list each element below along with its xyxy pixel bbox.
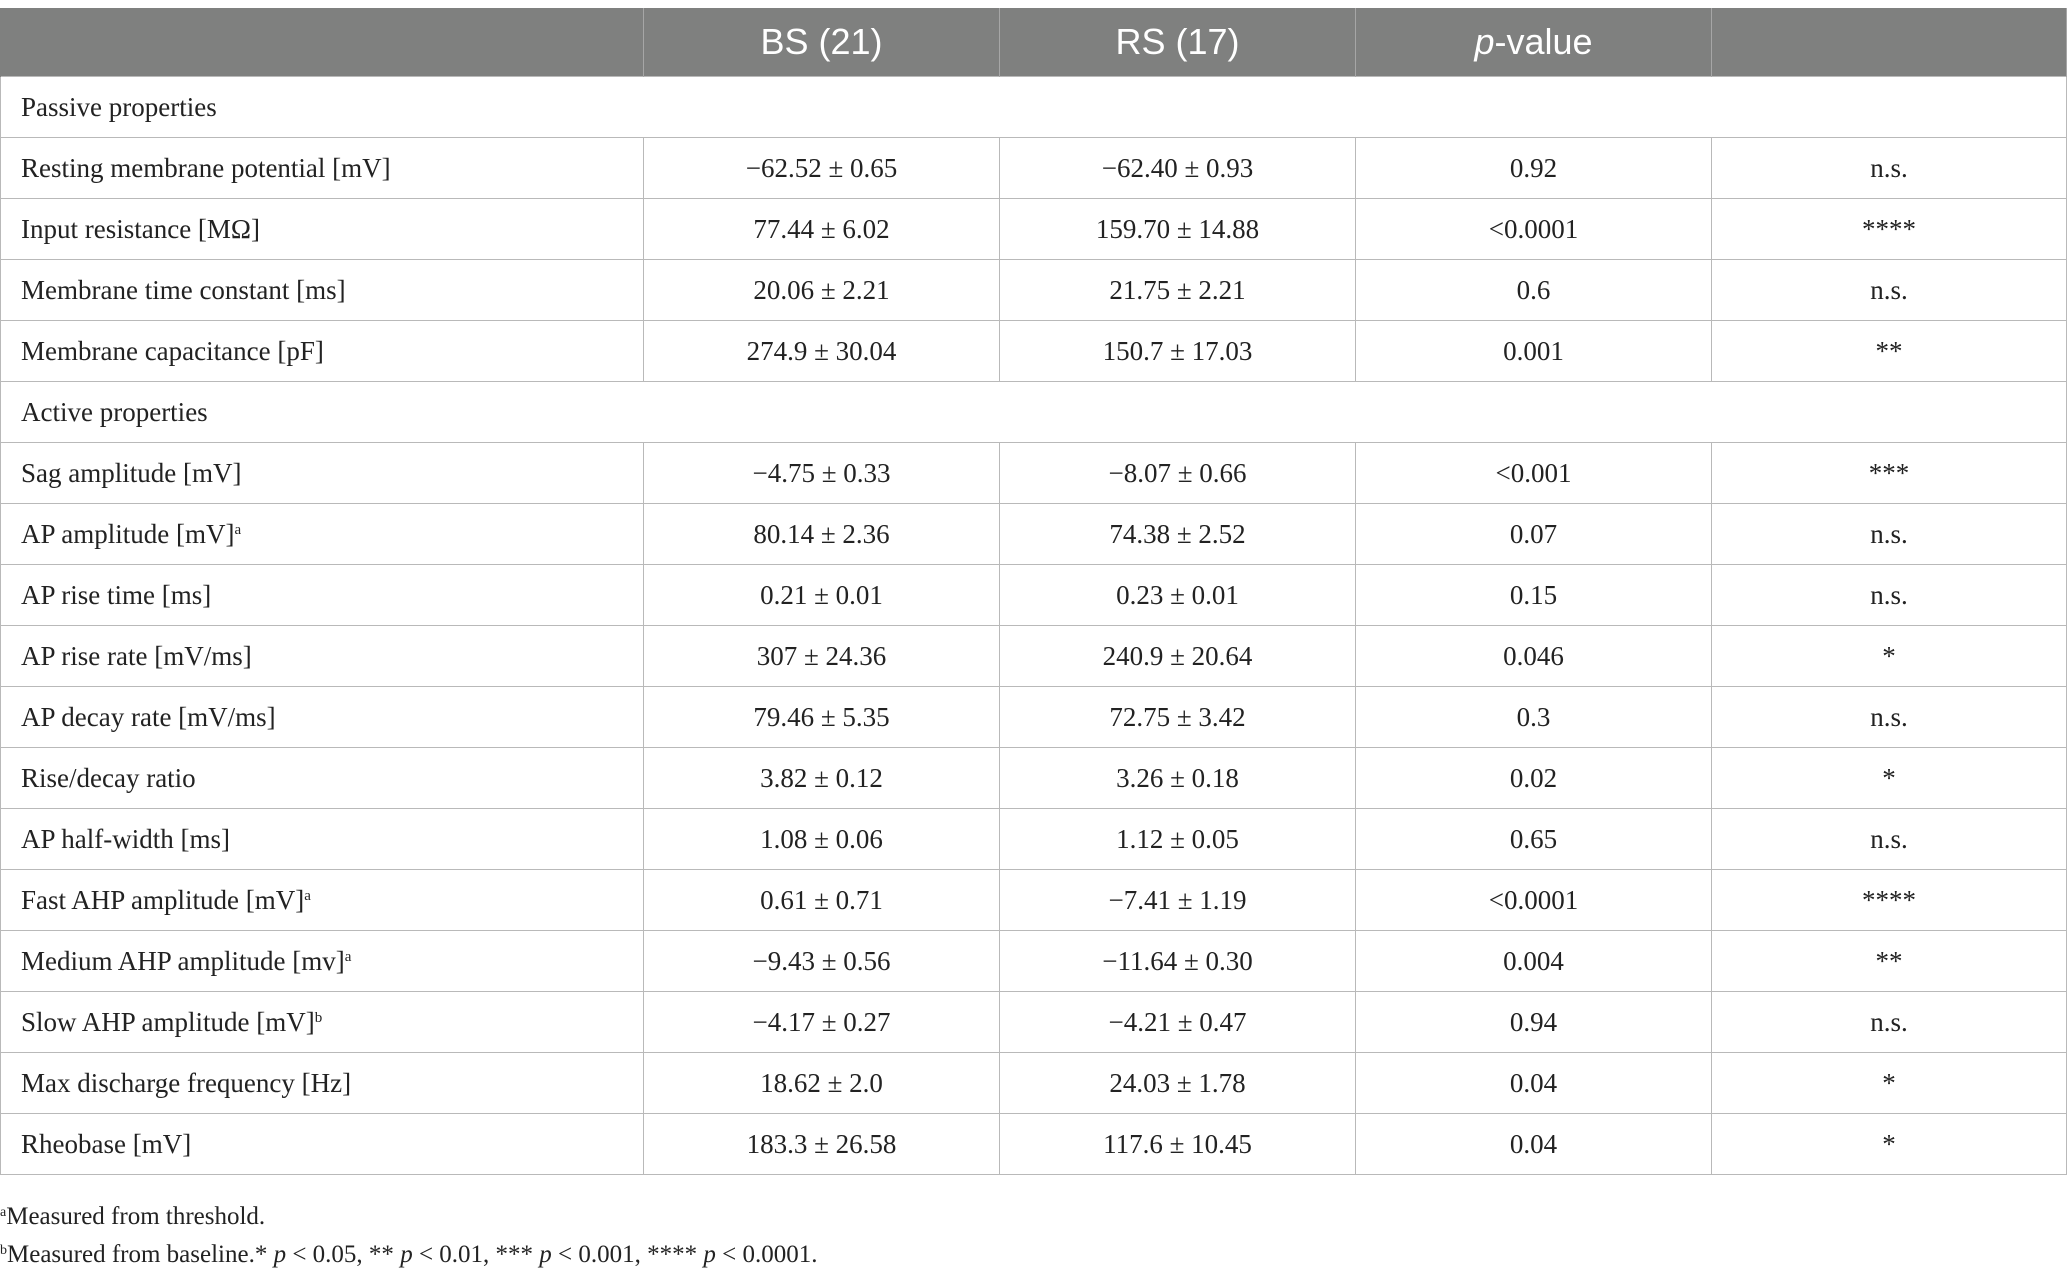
table-container [0, 8, 2067, 1175]
header-significance [1712, 8, 2067, 77]
bs-value: −9.43 ± 0.56 [644, 931, 1000, 992]
row-label-cell [1, 199, 644, 260]
footnote-b [0, 1236, 818, 1274]
bs-value: 0.21 ± 0.01 [644, 565, 1000, 626]
table-row [1, 687, 2067, 748]
footnote-p-italic: p [400, 1241, 413, 1268]
table-row [1, 321, 2067, 382]
footnote-b-text: Measured from baseline.* [7, 1241, 274, 1268]
row-label: Rise/decay ratio [21, 762, 196, 793]
header-bs: BS (21) [644, 8, 1000, 77]
row-label-cell [1, 504, 644, 565]
table-row [1, 748, 2067, 809]
row-label-cell [1, 138, 644, 199]
p-value: 0.046 [1356, 626, 1712, 687]
rs-value: 240.9 ± 20.64 [1000, 626, 1356, 687]
p-value: 0.001 [1356, 321, 1712, 382]
header-p-value [1356, 8, 1712, 77]
rs-value: −11.64 ± 0.30 [1000, 931, 1356, 992]
footnote-b-text: < 0.01, *** [412, 1241, 540, 1268]
row-label-cell [1, 931, 644, 992]
significance: * [1712, 1053, 2067, 1114]
table-row [1, 504, 2067, 565]
row-footnote-mark: a [304, 887, 311, 904]
row-label-cell [1, 260, 644, 321]
bs-value: 274.9 ± 30.04 [644, 321, 1000, 382]
significance: n.s. [1712, 992, 2067, 1053]
row-label-cell [1, 626, 644, 687]
table-row [1, 443, 2067, 504]
p-value: <0.0001 [1356, 870, 1712, 931]
significance: n.s. [1712, 504, 2067, 565]
section-title: Active properties [1, 382, 2067, 443]
bs-value: 183.3 ± 26.58 [644, 1114, 1000, 1175]
section-row [1, 77, 2067, 138]
p-value: 0.65 [1356, 809, 1712, 870]
table-row [1, 138, 2067, 199]
row-label: Max discharge frequency [Hz] [21, 1067, 352, 1098]
electrophysiology-table [0, 8, 2067, 1175]
p-value: 0.04 [1356, 1053, 1712, 1114]
bs-value: 0.61 ± 0.71 [644, 870, 1000, 931]
row-label: AP decay rate [mV/ms] [21, 701, 276, 732]
header-label-column [1, 8, 644, 77]
bs-value: 307 ± 24.36 [644, 626, 1000, 687]
footnote-b-text: < 0.05, ** [286, 1241, 401, 1268]
row-label-cell [1, 1053, 644, 1114]
bs-value: 3.82 ± 0.12 [644, 748, 1000, 809]
rs-value: 21.75 ± 2.21 [1000, 260, 1356, 321]
significance: **** [1712, 199, 2067, 260]
bs-value: 79.46 ± 5.35 [644, 687, 1000, 748]
bs-value: 80.14 ± 2.36 [644, 504, 1000, 565]
significance: * [1712, 1114, 2067, 1175]
bs-value: 20.06 ± 2.21 [644, 260, 1000, 321]
significance: n.s. [1712, 260, 2067, 321]
footnote-p-italic: p [703, 1241, 716, 1268]
row-label: Membrane time constant [ms] [21, 274, 346, 305]
table-body [1, 77, 2067, 1175]
row-label: AP half-width [ms] [21, 823, 230, 854]
p-value: 0.004 [1356, 931, 1712, 992]
p-value: 0.07 [1356, 504, 1712, 565]
significance: n.s. [1712, 687, 2067, 748]
table-row [1, 870, 2067, 931]
p-value: 0.94 [1356, 992, 1712, 1053]
row-label: Fast AHP amplitude [mV] [21, 884, 305, 915]
significance: ** [1712, 321, 2067, 382]
row-footnote-mark: a [344, 948, 352, 965]
significance: **** [1712, 870, 2067, 931]
rs-value: 117.6 ± 10.45 [1000, 1114, 1356, 1175]
row-label-cell [1, 687, 644, 748]
footnote-p-italic: p [539, 1241, 552, 1268]
row-label: Input resistance [MΩ] [21, 213, 260, 244]
header-p-italic: p [1474, 21, 1495, 62]
rs-value: 0.23 ± 0.01 [1000, 565, 1356, 626]
header-rs: RS (17) [1000, 8, 1356, 77]
significance: * [1712, 748, 2067, 809]
section-title: Passive properties [1, 77, 2067, 138]
rs-value: −7.41 ± 1.19 [1000, 870, 1356, 931]
rs-value: −8.07 ± 0.66 [1000, 443, 1356, 504]
footnotes [0, 1198, 818, 1274]
table-row [1, 626, 2067, 687]
table-row [1, 199, 2067, 260]
row-label-cell [1, 565, 644, 626]
row-label-cell [1, 870, 644, 931]
bs-value: −4.75 ± 0.33 [644, 443, 1000, 504]
footnote-b-mark: b [0, 1243, 7, 1258]
table-row [1, 809, 2067, 870]
row-label-cell [1, 321, 644, 382]
p-value: <0.0001 [1356, 199, 1712, 260]
bs-value: 77.44 ± 6.02 [644, 199, 1000, 260]
row-label-cell [1, 748, 644, 809]
row-label-cell [1, 809, 644, 870]
rs-value: 1.12 ± 0.05 [1000, 809, 1356, 870]
row-label: AP rise rate [mV/ms] [21, 640, 252, 671]
footnote-a-mark: a [0, 1205, 7, 1220]
row-label: AP rise time [ms] [21, 579, 212, 610]
p-value: 0.04 [1356, 1114, 1712, 1175]
rs-value: 74.38 ± 2.52 [1000, 504, 1356, 565]
rs-value: −62.40 ± 0.93 [1000, 138, 1356, 199]
p-value: 0.15 [1356, 565, 1712, 626]
significance: n.s. [1712, 809, 2067, 870]
row-label: Membrane capacitance [pF] [21, 335, 324, 366]
row-label: Slow AHP amplitude [mV] [21, 1006, 315, 1037]
table-header [1, 8, 2067, 77]
header-row [1, 8, 2067, 77]
rs-value: −4.21 ± 0.47 [1000, 992, 1356, 1053]
p-value: 0.3 [1356, 687, 1712, 748]
row-label: Rheobase [mV] [21, 1128, 192, 1159]
header-p-rest: -value [1494, 21, 1593, 62]
footnote-b-text: < 0.0001. [715, 1241, 818, 1268]
bs-value: 1.08 ± 0.06 [644, 809, 1000, 870]
row-label: Resting membrane potential [mV] [21, 152, 391, 183]
p-value: 0.92 [1356, 138, 1712, 199]
bs-value: 18.62 ± 2.0 [644, 1053, 1000, 1114]
section-row [1, 382, 2067, 443]
significance: n.s. [1712, 138, 2067, 199]
significance: * [1712, 626, 2067, 687]
significance: n.s. [1712, 565, 2067, 626]
p-value: 0.6 [1356, 260, 1712, 321]
row-footnote-mark: a [234, 521, 242, 538]
p-value: <0.001 [1356, 443, 1712, 504]
p-value: 0.02 [1356, 748, 1712, 809]
footnote-a [0, 1198, 818, 1236]
table-row [1, 931, 2067, 992]
significance: ** [1712, 931, 2067, 992]
row-label: AP amplitude [mV] [21, 518, 235, 549]
footnote-a-text: Measured from threshold. [6, 1203, 266, 1230]
table-row [1, 1053, 2067, 1114]
row-label-cell [1, 1114, 644, 1175]
footnote-p-italic: p [273, 1241, 287, 1268]
rs-value: 72.75 ± 3.42 [1000, 687, 1356, 748]
table-row [1, 992, 2067, 1053]
table-row [1, 565, 2067, 626]
bs-value: −4.17 ± 0.27 [644, 992, 1000, 1053]
table-row [1, 1114, 2067, 1175]
row-label-cell [1, 443, 644, 504]
significance: *** [1712, 443, 2067, 504]
rs-value: 24.03 ± 1.78 [1000, 1053, 1356, 1114]
bs-value: −62.52 ± 0.65 [644, 138, 1000, 199]
rs-value: 150.7 ± 17.03 [1000, 321, 1356, 382]
row-label: Medium AHP amplitude [mv] [21, 945, 345, 976]
table-row [1, 260, 2067, 321]
footnote-b-text: < 0.001, **** [551, 1241, 704, 1268]
row-footnote-mark: b [314, 1009, 323, 1026]
row-label: Sag amplitude [mV] [21, 457, 242, 488]
row-label-cell [1, 992, 644, 1053]
rs-value: 159.70 ± 14.88 [1000, 199, 1356, 260]
rs-value: 3.26 ± 0.18 [1000, 748, 1356, 809]
